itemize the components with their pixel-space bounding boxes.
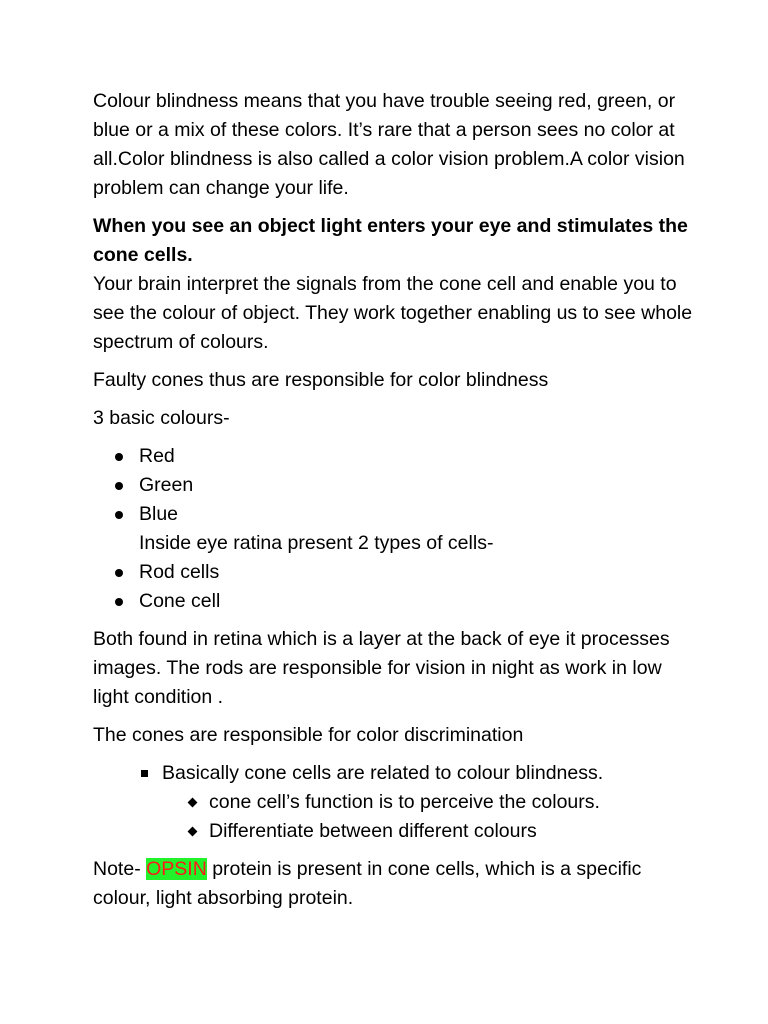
basic-colours-heading: 3 basic colours- <box>93 407 230 429</box>
cell-types-intro: Inside eye ratina present 2 types of cells- <box>139 532 494 554</box>
note-paragraph <box>93 855 693 913</box>
bold-statement: When you see an object light enters your eye and stimulates the cone cells. <box>93 215 688 266</box>
list-item-blue: Blue <box>93 500 693 529</box>
faulty-cones-paragraph: Faulty cones thus are responsible for color blindness <box>93 369 549 391</box>
cone-points-list <box>93 759 693 846</box>
list-item-cone-cell: Cone cell <box>93 587 693 616</box>
opsin-highlight: OPSIN <box>146 858 207 880</box>
retina-paragraph: Both found in retina which is a layer at the back of eye it processes images. The rods are responsible for vision in night as work in low light condition . <box>93 628 670 708</box>
list-item-rod-cells: Rod cells <box>93 558 693 587</box>
brain-paragraph: Your brain interpret the signals from the cone cell and enable you to see the colour of object. They work together enabling us to see whole spectrum of colours. <box>93 273 693 353</box>
document-page <box>93 87 693 922</box>
list-item-red: Red <box>93 442 693 471</box>
colours-and-cells-list <box>93 442 693 616</box>
list-item-green: Green <box>93 471 693 500</box>
cone-point-sub-1: cone cell’s function is to perceive the colours. <box>93 788 693 817</box>
intro-paragraph: Colour blindness means that you have trouble seeing red, green, or blue or a mix of these colors. It’s rare that a person sees no color at all.Color blindness is also called a color vision problem.A color vision problem can change your life. <box>93 90 685 199</box>
note-prefix: Note- <box>93 858 147 880</box>
note-suffix: protein is present in cone cells, which is a specific colour, light absorbing protein. <box>93 858 642 909</box>
cone-point-main: Basically cone cells are related to colour blindness. <box>93 759 693 788</box>
cones-paragraph: The cones are responsible for color discrimination <box>93 724 524 746</box>
cone-point-sub-2: Differentiate between different colours <box>93 817 693 846</box>
